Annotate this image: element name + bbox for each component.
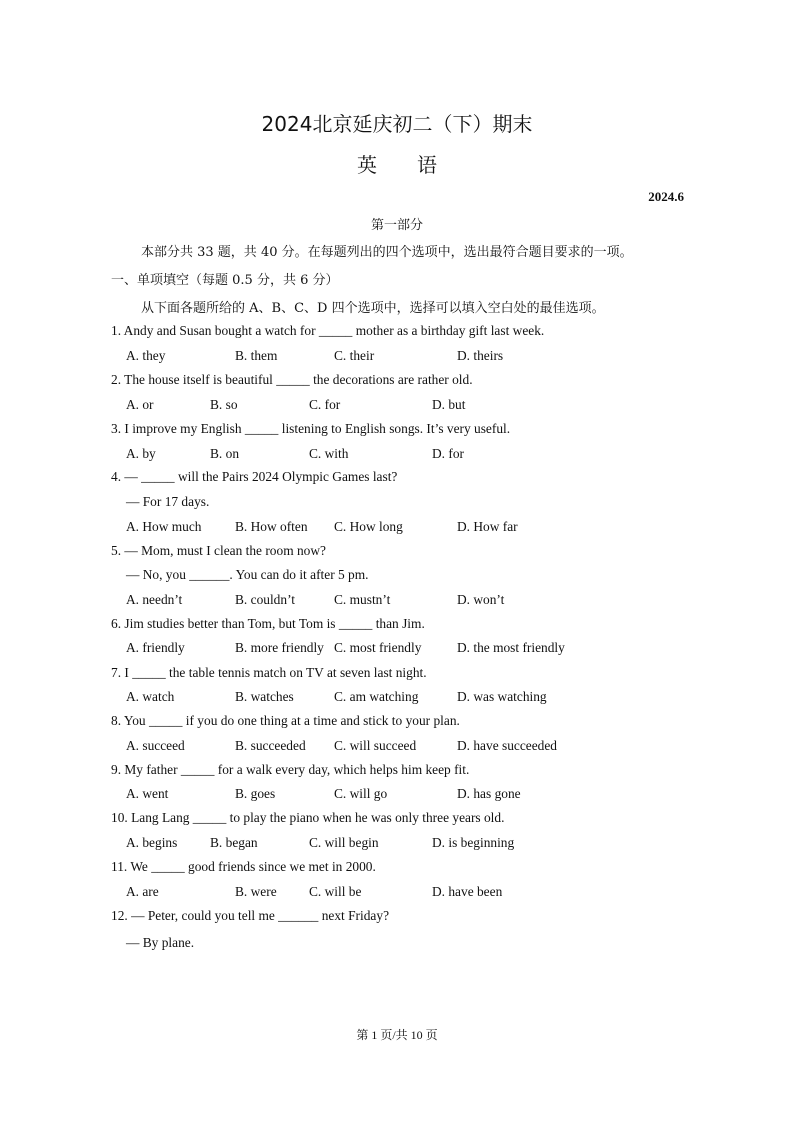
part-intro: 本部分共 33 题，共 40 分。在每题列出的四个选项中，选出最符合题目要求的一项。 bbox=[141, 245, 633, 260]
option: C. most friendly bbox=[334, 640, 422, 655]
option: D. for bbox=[432, 446, 464, 461]
question-reply: — No, you ______. You can do it after 5 pm. bbox=[126, 567, 369, 582]
option: D. have succeeded bbox=[457, 738, 558, 753]
question-stem: 5. — Mom, must I clean the room now? bbox=[111, 543, 326, 558]
option: A. begins bbox=[126, 835, 178, 850]
question-stem: 11. We _____ good friends since we met in 2000. bbox=[111, 859, 376, 874]
option: C. mustn’t bbox=[334, 592, 391, 607]
option: D. How far bbox=[457, 519, 518, 534]
option: B. couldn’t bbox=[235, 592, 296, 607]
question-stem: 1. Andy and Susan bought a watch for _____ mother as a birthday gift last week. bbox=[111, 323, 545, 338]
option: B. How often bbox=[235, 519, 308, 534]
question-stem: 10. Lang Lang _____ to play the piano when he was only three years old. bbox=[111, 810, 505, 825]
option: A. How much bbox=[126, 519, 202, 534]
question-stem: 2. The house itself is beautiful _____ the decorations are rather old. bbox=[111, 372, 473, 387]
question-stem: 3. I improve my English _____ listening to English songs. It’s very useful. bbox=[111, 421, 511, 436]
option: D. won’t bbox=[457, 592, 505, 607]
question-stem: 8. You _____ if you do one thing at a time and stick to your plan. bbox=[111, 713, 460, 728]
option: C. will go bbox=[334, 786, 388, 801]
option: D. was watching bbox=[457, 689, 547, 704]
option: D. but bbox=[432, 397, 466, 412]
question-stem: 6. Jim studies better than Tom, but Tom is _____ than Jim. bbox=[111, 616, 425, 631]
question-stem: 12. — Peter, could you tell me ______ next Friday? bbox=[111, 908, 390, 923]
option: C. will be bbox=[309, 884, 362, 899]
option: C. will begin bbox=[309, 835, 379, 850]
part-heading: 第一部分 bbox=[370, 218, 423, 233]
option: A. they bbox=[126, 348, 166, 363]
option: A. friendly bbox=[126, 640, 185, 655]
option: D. has gone bbox=[457, 786, 521, 801]
option: B. watches bbox=[235, 689, 294, 704]
question-stem: 4. — _____ will the Pairs 2024 Olympic Games last? bbox=[111, 469, 398, 484]
option: A. watch bbox=[126, 689, 175, 704]
option: D. theirs bbox=[457, 348, 504, 363]
option: C. their bbox=[334, 348, 375, 363]
option: B. began bbox=[210, 835, 258, 850]
option: C. am watching bbox=[334, 689, 419, 704]
option: A. needn’t bbox=[126, 592, 183, 607]
exam-date: 2024.6 bbox=[648, 189, 684, 204]
page-footer: 第 1 页/共 10 页 bbox=[356, 1028, 438, 1042]
question-reply: — By plane. bbox=[126, 935, 195, 950]
option: B. were bbox=[235, 884, 277, 899]
option: D. have been bbox=[432, 884, 503, 899]
option: B. so bbox=[210, 397, 238, 412]
option: B. goes bbox=[235, 786, 276, 801]
section-instruction: 从下面各题所给的 A、B、C、D 四个选项中，选择可以填入空白处的最佳选项。 bbox=[141, 301, 605, 316]
option: D. the most friendly bbox=[457, 640, 565, 655]
question-stem: 7. I _____ the table tennis match on TV at seven last night. bbox=[111, 665, 427, 680]
subject-title: 英语 bbox=[357, 153, 477, 177]
option: B. on bbox=[210, 446, 240, 461]
option: A. went bbox=[126, 786, 169, 801]
question-reply: — For 17 days. bbox=[126, 494, 210, 509]
option: A. succeed bbox=[126, 738, 185, 753]
option: B. succeeded bbox=[235, 738, 306, 753]
option: A. by bbox=[126, 446, 156, 461]
option: C. will succeed bbox=[334, 738, 417, 753]
option: B. more friendly bbox=[235, 640, 324, 655]
option: A. or bbox=[126, 397, 154, 412]
question-stem: 9. My father _____ for a walk every day, which helps him keep fit. bbox=[111, 762, 470, 777]
option: C. for bbox=[309, 397, 341, 412]
document-title: 2024北京延庆初二（下）期末 bbox=[261, 112, 533, 136]
option: A. are bbox=[126, 884, 159, 899]
option: B. them bbox=[235, 348, 278, 363]
section-heading: 一、单项填空（每题 0.5 分，共 6 分） bbox=[111, 273, 339, 288]
option: C. How long bbox=[334, 519, 403, 534]
option: C. with bbox=[309, 446, 349, 461]
option: D. is beginning bbox=[432, 835, 515, 850]
